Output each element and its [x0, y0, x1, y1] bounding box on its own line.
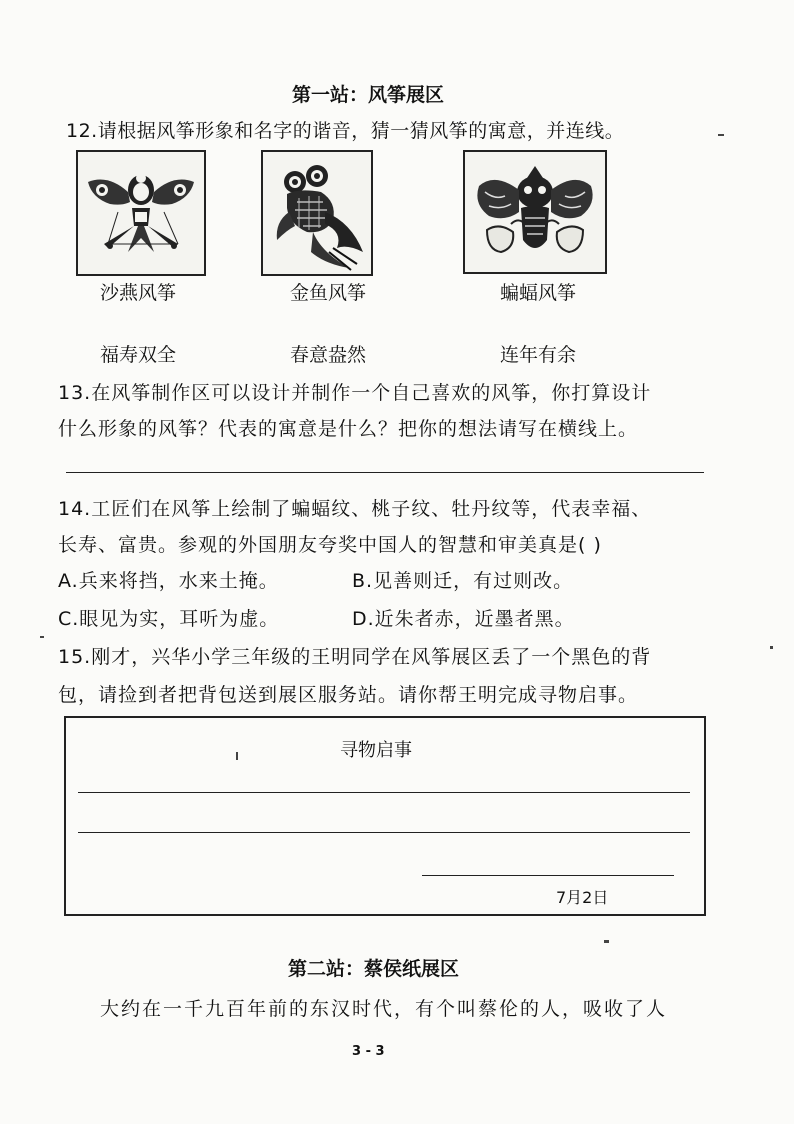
q14-option-b[interactable]: B.见善则迁，有过则改。 — [352, 570, 574, 592]
notice-line-1[interactable] — [78, 792, 690, 793]
scan-speck — [718, 134, 724, 136]
q13-answer-line[interactable] — [66, 472, 704, 473]
scan-speck — [770, 646, 773, 649]
q15-line1: 15.刚才，兴华小学三年级的王明同学在风筝展区丢了一个黑色的背 — [58, 646, 652, 668]
kite-name-swallow: 沙燕风筝 — [100, 282, 177, 304]
meaning-2: 春意盎然 — [290, 344, 367, 366]
bat-kite-icon — [465, 152, 605, 272]
goldfish-kite-icon — [263, 152, 371, 274]
notice-date: 7月2日 — [556, 888, 609, 907]
q13-line1: 13.在风筝制作区可以设计并制作一个自己喜欢的风筝，你打算设计 — [58, 382, 652, 404]
q14-option-d[interactable]: D.近朱者赤，近墨者黑。 — [352, 608, 575, 630]
q15-line2: 包，请捡到者把背包送到展区服务站。请你帮王明完成寻物启事。 — [58, 684, 639, 706]
meaning-1: 福寿双全 — [100, 344, 177, 366]
scan-speck — [40, 636, 44, 638]
swallow-kite-icon — [78, 152, 204, 274]
scan-speck — [604, 940, 609, 943]
kite-name-bat: 蝙蝠风筝 — [500, 282, 577, 304]
scan-speck — [236, 752, 238, 760]
q13-line2: 什么形象的风筝？代表的寓意是什么？把你的想法请写在横线上。 — [58, 418, 639, 440]
q14-line2: 长寿、富贵。参观的外国朋友夸奖中国人的智慧和审美真是( ) — [58, 534, 602, 556]
meaning-3: 连年有余 — [500, 344, 577, 366]
kite-name-goldfish: 金鱼风筝 — [290, 282, 367, 304]
page-number: 3 - 3 — [352, 1044, 385, 1059]
notice-line-2[interactable] — [78, 832, 690, 833]
notice-title: 寻物启事 — [340, 740, 412, 761]
q14-option-c[interactable]: C.眼见为实，耳听为虚。 — [58, 608, 280, 630]
bat-kite-image — [463, 150, 607, 274]
station1-title: 第一站：风筝展区 — [292, 84, 445, 106]
goldfish-kite-image — [261, 150, 373, 276]
q14-line1: 14.工匠们在风筝上绘制了蝙蝠纹、桃子纹、牡丹纹等，代表幸福、 — [58, 498, 652, 520]
swallow-kite-image — [76, 150, 206, 276]
station2-title: 第二站：蔡侯纸展区 — [288, 958, 460, 980]
notice-signature-line[interactable] — [422, 875, 674, 876]
q14-option-a[interactable]: A.兵来将挡，水来土掩。 — [58, 570, 279, 592]
station2-text: 大约在一千九百年前的东汉时代，有个叫蔡伦的人，吸收了人 — [100, 998, 668, 1020]
q12-text: 12.请根据风筝形象和名字的谐音，猜一猜风筝的寓意，并连线。 — [66, 120, 625, 142]
